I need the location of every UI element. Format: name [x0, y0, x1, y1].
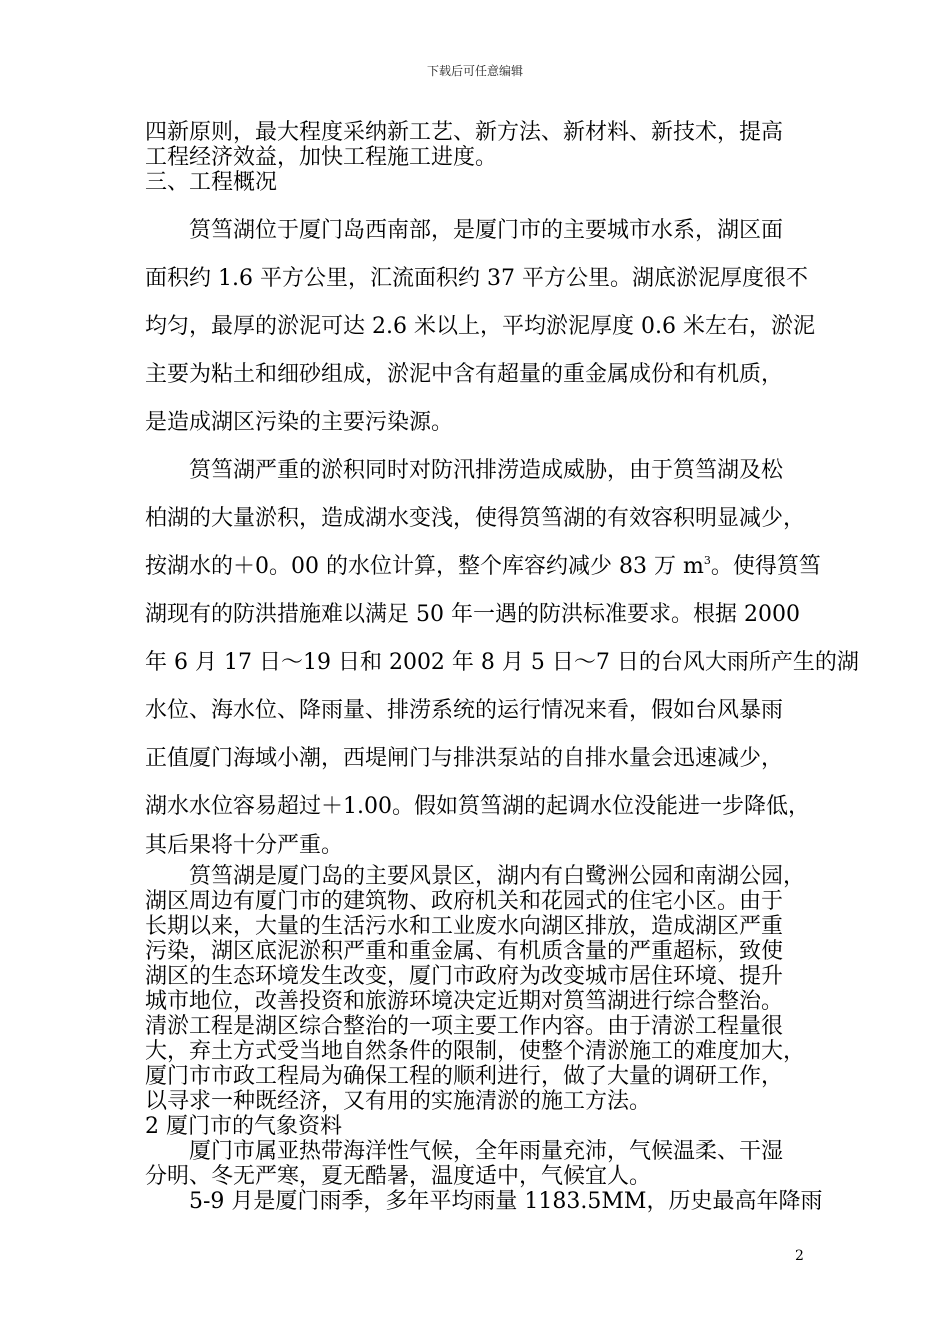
text-line: 湖区周边有厦门市的建筑物、政府机关和花园式的住宅小区。由于: [145, 889, 784, 914]
text-line: 四新原则，最大程度采纳新工艺、新方法、新材料、新技术，提高: [145, 120, 784, 145]
text-line: 湖区的生态环境发生改变，厦门市政府为改变城市居住环境、提升: [145, 964, 784, 989]
text-line: 工程经济效益，加快工程施工进度。: [145, 145, 498, 170]
text-line: 清淤工程是湖区综合整治的一项主要工作内容。由于清淤工程量很: [145, 1014, 784, 1039]
paragraph-flood-threat: [145, 447, 859, 831]
text-line: 筼筜湖严重的淤积同时对防汛排涝造成威胁，由于筼筜湖及松: [189, 458, 784, 483]
text-line: 湖现有的防洪措施难以满足 50 年一遇的防洪标准要求。根据 2000: [145, 602, 800, 627]
text-line: 厦门市市政工程局为确保工程的顺利进行，做了大量的调研工作，: [145, 1064, 784, 1089]
text-line: 筼筜湖是厦门岛的主要风景区，湖内有白鹭洲公园和南湖公园，: [189, 864, 806, 889]
text-line: 年 6 月 17 日～19 日和 2002 年 8 月 5 日～7 日的台风大雨所产生的湖: [145, 650, 859, 675]
text-line: 长期以来，大量的生活污水和工业废水向湖区排放，造成湖区严重: [145, 914, 784, 939]
text-line: 主要为粘土和细砂组成，淤泥中含有超量的重金属成份和有机质，: [145, 362, 784, 387]
text-line: 污染，湖区底泥淤积严重和重金属、有机质含量的严重超标，致使: [145, 939, 784, 964]
text-line: 是造成湖区污染的主要污染源。: [145, 410, 454, 435]
text-segment: 按湖水的＋0。00 的水位计算，整个库容约减少 83 万 m: [145, 554, 704, 579]
paragraph-scenic-area: [145, 833, 825, 1214]
text-line: 以寻求一种既经济，又有用的实施清淤的施工方法。: [145, 1089, 652, 1114]
page-number: 2: [795, 1248, 804, 1264]
text-line: 其后果将十分严重。: [145, 833, 344, 858]
text-line: 正值厦门海域小潮，西堤闸门与排洪泵站的自排水量会迅速减少，: [145, 746, 784, 771]
text-segment: 。使得筼筜: [710, 554, 821, 579]
page-header: 下载后可任意编辑: [426, 64, 523, 78]
text-line: 水位、海水位、降雨量、排涝系统的运行情况来看，假如台风暴雨: [145, 698, 784, 723]
document-body: [145, 120, 859, 1214]
text-line: 分明、冬无严寒，夏无酷暑，温度适中，气候宜人。: [145, 1164, 652, 1189]
text-line: 城市地位，改善投资和旅游环境决定近期对筼筜湖进行综合整治。: [145, 989, 784, 1014]
text-line: 5-9 月是厦门雨季，多年平均雨量 1183.5MM，历史最高年降雨: [189, 1189, 823, 1214]
text-line: 均匀，最厚的淤泥可达 2.6 米以上，平均淤泥厚度 0.6 米左右，淤泥: [145, 314, 815, 339]
section-heading-2: 2 厦门市的气象资料: [145, 1114, 342, 1139]
text-line-volume: [145, 543, 825, 591]
superscript: 3: [703, 554, 711, 567]
text-line: 柏湖的大量淤积，造成湖水变浅，使得筼筜湖的有效容积明显减少，: [145, 506, 806, 531]
text-line: 厦门市属亚热带海洋性气候，全年雨量充沛，气候温柔、干湿: [189, 1139, 784, 1164]
paragraph-overview: [145, 207, 825, 447]
text-line: 筼筜湖位于厦门岛西南部，是厦门市的主要城市水系，湖区面: [189, 218, 784, 243]
section-heading-3: 三、工程概况: [145, 170, 278, 195]
text-line: 面积约 1.6 平方公里，汇流面积约 37 平方公里。湖底淤泥厚度很不: [145, 266, 808, 291]
paragraph-principles: [145, 120, 825, 195]
text-line: 湖水水位容易超过＋1.00。假如筼筜湖的起调水位没能进一步降低，: [145, 794, 810, 819]
text-line: 大，弃土方式受当地自然条件的限制，使整个清淤施工的难度加大，: [145, 1039, 806, 1064]
